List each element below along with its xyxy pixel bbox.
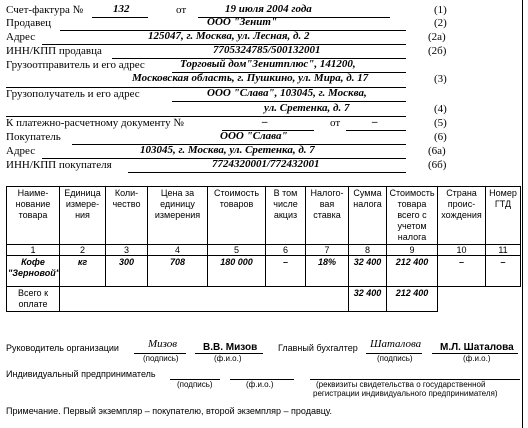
invoice-label: Счет-фактура №: [6, 4, 84, 16]
col-header-unit: Единица измере-ния: [60, 187, 106, 245]
col-number: 11: [486, 245, 521, 256]
code-2b: (2б): [428, 45, 447, 57]
shipper-label: Грузоотправитель и его адрес: [6, 59, 145, 71]
col-header-country: Страна проис-хождения: [438, 187, 486, 245]
buyer-label: Покупатель: [6, 131, 61, 143]
inn-buyer-line: [128, 172, 406, 173]
code-1: (1): [434, 4, 447, 16]
date-from-label: от: [176, 4, 187, 16]
total-label: Всего к оплате: [7, 287, 60, 312]
total-row: [7, 287, 521, 312]
col-number: 5: [208, 245, 266, 256]
col-number: 8: [349, 245, 387, 256]
col-number: 10: [438, 245, 486, 256]
code-2a: (2а): [428, 31, 446, 43]
invoice-date: 19 июля 2004 года: [225, 3, 312, 15]
seller-address-value: 125047, г. Москва, ул. Лесная, д. 2: [148, 30, 310, 42]
footer-note: Примечание. Первый экземпляр – покупателю, второй экземпляр – продавцу.: [6, 406, 333, 416]
invoice-number-line: [92, 17, 148, 18]
inn-seller-label: ИНН/КПП продавца: [6, 45, 102, 57]
payment-doc-value: –: [262, 116, 268, 128]
col-header-name: Наиме-нование товара: [7, 187, 60, 245]
item-cost: 180 000: [208, 256, 266, 287]
item-total-cost: 212 400: [387, 256, 438, 287]
buyer-value: ООО "Слава": [220, 130, 288, 142]
consignee-value-1: ООО "Слава", 103045, г. Москва,: [207, 87, 367, 99]
total-empty: [148, 287, 208, 312]
goods-table: [6, 186, 521, 312]
inn-buyer-value: 7724320001/772432001: [212, 158, 320, 170]
accountant-name-caption: (ф.и.о.): [463, 354, 491, 363]
item-unit: кг: [60, 256, 106, 287]
table-row: [7, 256, 521, 287]
director-signature-caption: (подпись): [143, 354, 179, 363]
col-number: 2: [60, 245, 106, 256]
col-number: 6: [266, 245, 306, 256]
payment-doc-label: К платежно-расчетному документу №: [6, 117, 184, 129]
col-header-quantity: Коли-чество: [106, 187, 148, 245]
director-name: В.В. Мизов: [203, 342, 258, 353]
col-header-cost: Стоимость товаров: [208, 187, 266, 245]
item-tax-rate: 18%: [306, 256, 349, 287]
item-price: 708: [148, 256, 208, 287]
col-number: 9: [387, 245, 438, 256]
total-empty: [60, 287, 106, 312]
accountant-label: Главный бухгалтер: [278, 343, 358, 353]
total-amount: 212 400: [387, 287, 438, 312]
code-4: (4): [434, 103, 447, 115]
code-5: (5): [434, 117, 447, 129]
consignee-label: Грузополучатель и его адрес: [6, 88, 140, 100]
shipper-value-2: Московская область, г. Пушкино, ул. Мира, д. 17: [132, 72, 369, 84]
code-2: (2): [434, 17, 447, 29]
col-header-excise: В том числе акциз: [266, 187, 306, 245]
col-number: 4: [148, 245, 208, 256]
seller-address-label: Адрес: [6, 31, 36, 43]
item-name: Кофе "Зерновой": [7, 256, 60, 287]
total-empty: [486, 287, 521, 312]
total-empty: [438, 287, 486, 312]
total-empty: [266, 287, 306, 312]
payment-from-label: от: [330, 117, 341, 129]
page-right-border: [522, 0, 523, 428]
item-quantity: 300: [106, 256, 148, 287]
buyer-address-value: 103045, г. Москва, ул. Сретенка, д. 7: [140, 144, 315, 156]
item-tax-amount: 32 400: [349, 256, 387, 287]
col-header-tax-rate: Налого-вая ставка: [306, 187, 349, 245]
col-header-gtd: Номер ГТД: [486, 187, 521, 245]
invoice-number: 132: [113, 3, 130, 15]
table-number-row: [7, 245, 521, 256]
code-6a: (6а): [428, 145, 446, 157]
total-empty: [106, 287, 148, 312]
col-header-total-cost: Стоимость товара всего с учетом налога: [387, 187, 438, 245]
director-signature: Мизов: [148, 338, 178, 350]
seller-label: Продавец: [6, 17, 52, 29]
accountant-signature: Шаталова: [370, 338, 422, 350]
accountant-name: М.Л. Шаталова: [440, 342, 514, 353]
accountant-signature-caption: (подпись): [377, 354, 413, 363]
total-empty: [306, 287, 349, 312]
inn-buyer-label: ИНН/КПП покупателя: [6, 159, 112, 171]
col-number: 3: [106, 245, 148, 256]
code-6: (6): [434, 131, 447, 143]
consignee-value-2: ул. Сретенка, д. 7: [264, 102, 350, 114]
director-label: Руководитель организации: [6, 343, 119, 353]
col-header-tax-amount: Сумма налога: [349, 187, 387, 245]
code-3: (3): [434, 73, 447, 85]
director-name-caption: (ф.и.о.): [214, 354, 242, 363]
total-tax: 32 400: [349, 287, 387, 312]
requisites-caption-2: регистрации индивидуального предпринимателя): [313, 389, 498, 398]
inn-seller-value: 7705324785/500132001: [213, 44, 321, 56]
buyer-address-label: Адрес: [6, 145, 36, 157]
col-header-price: Цена за единицу измерения: [148, 187, 208, 245]
item-excise: –: [266, 256, 306, 287]
requisites-caption-1: (реквизиты свидетельства о государственной: [316, 380, 486, 389]
item-country: –: [438, 256, 486, 287]
entrepreneur-label: Индивидуальный предприниматель: [6, 369, 156, 379]
entrepreneur-name-caption: (ф.и.о.): [246, 380, 274, 389]
total-empty: [208, 287, 266, 312]
col-number: 1: [7, 245, 60, 256]
table-header-row: [7, 187, 521, 245]
code-6b: (6б): [428, 159, 447, 171]
payment-from-value: –: [372, 116, 378, 128]
shipper-value-1: Торговый дом"Зенитплюс", 141200,: [180, 58, 356, 70]
seller-value: ООО "Зенит": [207, 16, 278, 28]
item-gtd: –: [486, 256, 521, 287]
payment-from-line: [346, 130, 406, 131]
col-number: 7: [306, 245, 349, 256]
entrepreneur-signature-caption: (подпись): [177, 380, 213, 389]
